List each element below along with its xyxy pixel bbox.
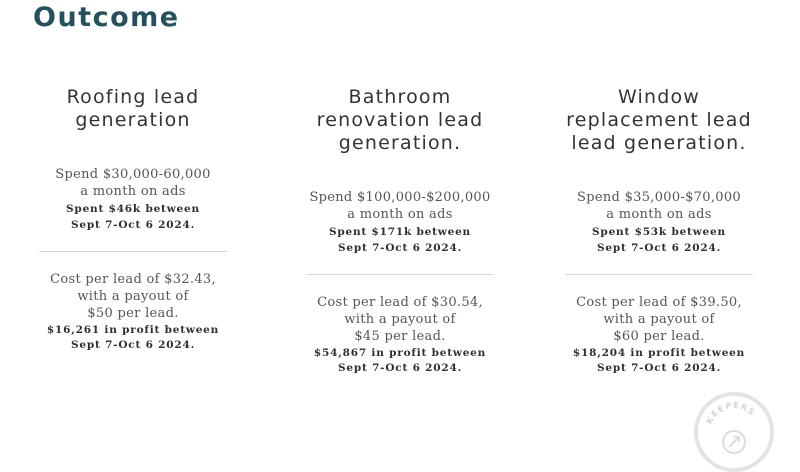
cost-text	[539, 294, 779, 345]
profit-text	[539, 346, 779, 376]
heading-line: Roofing lead	[66, 86, 200, 108]
spend-text	[13, 166, 253, 200]
spent-text	[13, 201, 253, 233]
heading-line: Window	[617, 86, 701, 108]
spend-line: a month on ads	[80, 184, 186, 199]
spent-line: Spent $46k between	[66, 203, 200, 215]
spent-line: Sept 7-Oct 6 2024.	[70, 219, 196, 231]
spend-line: Spend $100,000-$200,000	[309, 190, 491, 205]
heading-line: replacement lead	[566, 109, 752, 131]
profit-text	[13, 323, 253, 353]
heading-line: generation	[75, 109, 191, 131]
watermark-seal	[694, 392, 774, 472]
spend-text	[539, 189, 779, 223]
profit-line: Sept 7-Oct 6 2024.	[70, 339, 196, 351]
cost-line: with a payout of	[603, 312, 715, 327]
cost-line: Cost per lead of $32.43,	[50, 272, 216, 287]
seal-icon	[698, 396, 770, 468]
svg-text:KEEPERS	[705, 401, 758, 426]
seal-text: KEEPERS	[704, 400, 758, 426]
spend-line: Spend $30,000-60,000	[55, 167, 211, 182]
page-title: Outcome	[33, 2, 180, 33]
card-heading	[539, 86, 779, 155]
cost-text	[13, 271, 253, 322]
spent-text	[280, 224, 520, 256]
cost-line: $50 per lead.	[87, 306, 179, 321]
spend-line: a month on ads	[347, 207, 453, 222]
cost-text	[280, 294, 520, 345]
spent-line: Spent $171k between	[328, 226, 471, 238]
heading-line: Bathroom	[348, 86, 452, 108]
heading-line: generation.	[338, 132, 462, 154]
cost-line: with a payout of	[344, 312, 456, 327]
spend-line: a month on ads	[606, 207, 712, 222]
spent-line: Sept 7-Oct 6 2024.	[337, 242, 463, 254]
profit-line: $16,261 in profit between	[46, 324, 220, 336]
window-card	[539, 86, 779, 376]
profit-line: Sept 7-Oct 6 2024.	[337, 362, 463, 374]
card-heading	[280, 86, 520, 155]
profit-line: $18,204 in profit between	[572, 347, 746, 359]
card-heading	[13, 86, 253, 132]
profit-text	[280, 346, 520, 376]
spent-text	[539, 224, 779, 256]
cost-line: Cost per lead of $39.50,	[576, 295, 742, 310]
roofing-card	[13, 86, 253, 353]
cost-line: $60 per lead.	[613, 329, 705, 344]
spend-line: Spend $35,000-$70,000	[577, 190, 741, 205]
profit-line: Sept 7-Oct 6 2024.	[596, 362, 722, 374]
spend-text	[280, 189, 520, 223]
cost-line: with a payout of	[77, 289, 189, 304]
cost-line: $45 per lead.	[354, 329, 446, 344]
spent-line: Sept 7-Oct 6 2024.	[596, 242, 722, 254]
spent-line: Spent $53k between	[592, 226, 726, 238]
heading-line: lead generation.	[571, 132, 747, 154]
bathroom-card	[280, 86, 520, 376]
profit-line: $54,867 in profit between	[313, 347, 487, 359]
heading-line: renovation lead	[316, 109, 484, 131]
cost-line: Cost per lead of $30.54,	[317, 295, 483, 310]
